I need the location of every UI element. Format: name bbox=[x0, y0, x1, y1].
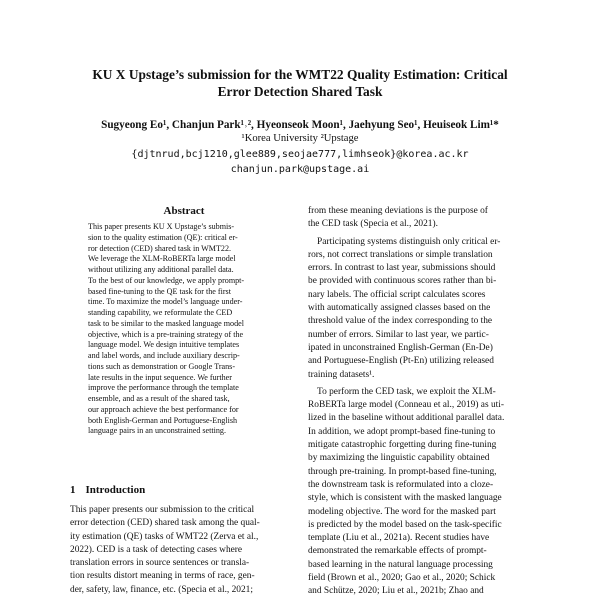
abstract-line: based fine-tuning to the QE task for the first bbox=[88, 286, 231, 296]
body-line: tion results distort meaning in terms of race, gen- bbox=[70, 571, 255, 582]
body-line: ity estimation (QE) tasks of WMT22 (Zerva et al., bbox=[70, 531, 259, 542]
abstract-body bbox=[88, 222, 284, 437]
abstract-line: late results in the input sequence. We further bbox=[88, 372, 232, 382]
body-line: lized in the baseline without additional parallel data. bbox=[308, 413, 505, 424]
abstract-line: standing capability, we reformulate the CED bbox=[88, 308, 233, 317]
abstract-line: This paper presents KU X Upstage’s submis- bbox=[88, 222, 235, 231]
abstract-line: and label words, and include auxiliary descrip- bbox=[88, 351, 240, 360]
section-title: Introduction bbox=[85, 484, 146, 496]
body-line: training datasets¹. bbox=[308, 369, 375, 380]
abstract-line: task to be similar to the masked language model bbox=[88, 318, 244, 328]
body-line: the CED task (Specia et al., 2021). bbox=[308, 219, 438, 230]
paper-title bbox=[40, 66, 560, 100]
body-line: This paper presents our submission to the critical bbox=[70, 505, 255, 515]
abstract-line: ror detection (CED) shared task in WMT22. bbox=[88, 243, 232, 253]
body-line: errors. In contrast to last year, submissions should bbox=[308, 263, 496, 274]
body-line: modeling objective. The word for the masked part bbox=[308, 506, 496, 517]
body-line: 2022). CED is a task of detecting cases where bbox=[70, 544, 243, 555]
body-line: through pre-training. In prompt-based fine-tuning, bbox=[308, 466, 497, 477]
body-line: nary labels. The official script calculates scores bbox=[308, 289, 486, 300]
body-line: threshold value of the index corresponding to the bbox=[308, 316, 493, 327]
abstract-line: time. To maximize the model’s language under- bbox=[88, 297, 243, 307]
body-line: is predicted by the model based on the task-specific bbox=[308, 519, 502, 530]
body-line: template (Liu et al., 2021a). Recent studies have bbox=[308, 533, 490, 544]
body-line: field (Brown et al., 2020; Gao et al., 2020; Schick bbox=[308, 573, 496, 584]
abstract-line: both English-German and Portuguese-English bbox=[88, 415, 238, 425]
abstract-line: ensemble, and as a result of the shared task, bbox=[88, 394, 230, 403]
section-number: 1 bbox=[70, 484, 76, 496]
title-line: KU X Upstage’s submission for the WMT22 Quality Estimation: Critical bbox=[92, 67, 508, 82]
body-line: and Schütze, 2020; Liu et al., 2021b; Zhao and bbox=[308, 586, 484, 597]
section-heading bbox=[70, 484, 145, 496]
affiliations: ¹Korea University ²Upstage bbox=[241, 133, 359, 144]
abstract-line: We leverage the XLM-RoBERTa large model bbox=[88, 254, 236, 264]
intro-paragraph bbox=[70, 504, 296, 597]
abstract-line: improve the performance through the template bbox=[88, 383, 239, 393]
email-line: chanjun.park@upstage.ai bbox=[230, 164, 370, 175]
body-line: by maximizing the linguistic capability obtained bbox=[308, 453, 490, 464]
abstract-line: our approach achieve the best performance for bbox=[88, 404, 239, 414]
body-line: with automatically assigned classes based on the bbox=[308, 303, 491, 314]
abstract-line: To the best of our knowledge, we apply prompt- bbox=[88, 275, 245, 285]
body-line: ipated in unconstrained English-German (En-De) bbox=[308, 342, 493, 353]
body-line: the downstream task is reformulated into a cloze- bbox=[308, 479, 494, 490]
abstract-line: without utilizing any additional parallel data. bbox=[88, 265, 234, 274]
body-line: translation errors in source sentences or transla- bbox=[70, 558, 250, 569]
body-line: from these meaning deviations is the purpose of bbox=[308, 206, 488, 216]
body-line: be provided with continuous scores rather than bi- bbox=[308, 276, 497, 287]
abstract-line: language pairs in an unconstrained setting. bbox=[88, 426, 227, 436]
abstract-line: tions such as demonstration or Google Trans- bbox=[88, 361, 236, 371]
abstract-line: sion to the quality estimation (QE): critical er- bbox=[88, 232, 238, 242]
body-line: mitigate catastrophic forgetting during fine-tuning bbox=[308, 440, 497, 451]
body-line: number of errors. Similar to last year, we partic- bbox=[308, 329, 489, 340]
abstract-line: objective, which is a pre-training strategy of the bbox=[88, 329, 244, 339]
body-line: and Portuguese-English (Pt-En) utilizing released bbox=[308, 356, 494, 367]
body-line: demonstrated the remarkable effects of prompt- bbox=[308, 546, 487, 557]
body-line: Participating systems distinguish only critical er- bbox=[317, 236, 501, 247]
email-line: {djtnrud,bcj1210,glee889,seojae777,limhseok}@korea.ac.kr bbox=[131, 149, 469, 160]
abstract-line: language model. We design intuitive templates bbox=[88, 340, 240, 350]
body-line: In addition, we adopt prompt-based fine-tuning to bbox=[308, 426, 496, 437]
body-line: rors, not correct translations or simple translation bbox=[308, 249, 493, 260]
body-line: To perform the CED task, we exploit the XLM- bbox=[317, 386, 496, 397]
body-line: RoBERTa large model (Conneau et al., 2019) as uti- bbox=[308, 400, 504, 411]
body-line: style, which is consistent with the masked language bbox=[308, 493, 502, 504]
body-line: error detection (CED) shared task among the qual- bbox=[70, 518, 260, 529]
title-line: Error Detection Shared Task bbox=[217, 84, 383, 99]
body-line: der, safety, law, finance, etc. (Specia et al., 2021; bbox=[70, 584, 253, 595]
abstract-heading: Abstract bbox=[163, 205, 205, 217]
body-line: based learning in the natural language processing bbox=[308, 559, 493, 570]
right-column bbox=[308, 205, 534, 599]
author-list: Sugyeong Eo¹, Chanjun Park¹˒², Hyeonseok Moon¹, Jaehyung Seo¹, Heuiseok Lim¹* bbox=[101, 119, 499, 131]
